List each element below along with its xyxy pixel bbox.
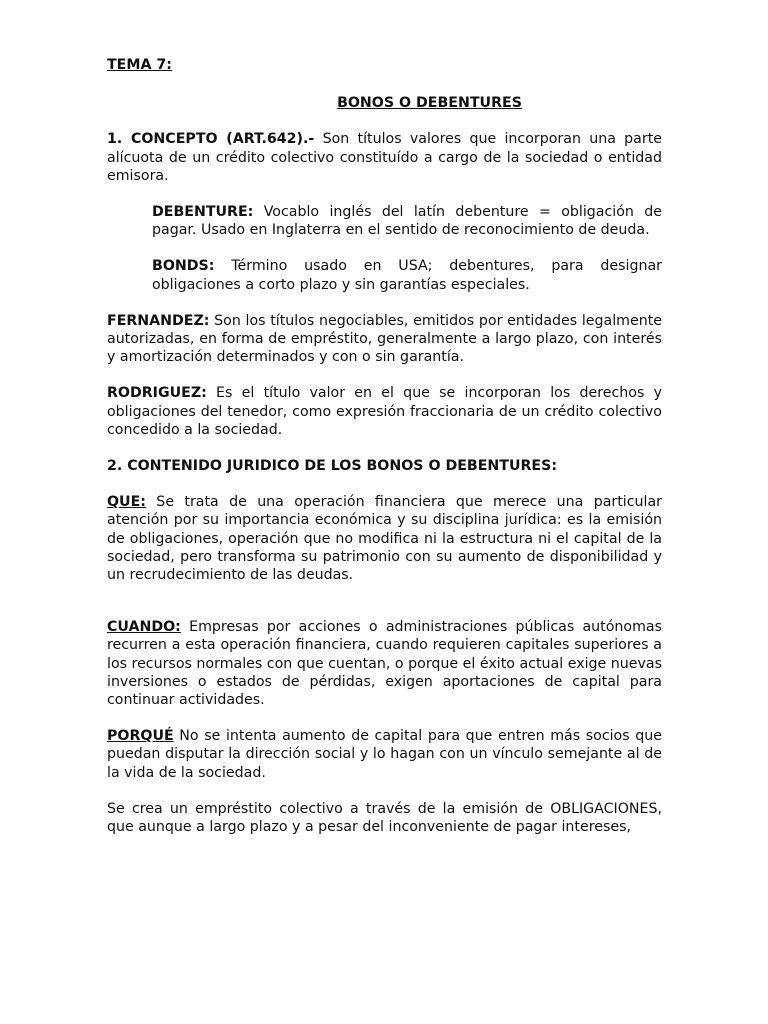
fernandez-paragraph — [107, 312, 662, 367]
que-label: QUE: — [107, 494, 146, 511]
debenture-paragraph — [152, 203, 662, 239]
porque-paragraph — [107, 727, 662, 782]
cuando-label: CUANDO: — [107, 619, 181, 636]
cuando-text: Empresas por acciones o administraciones públicas autónomas recurren a esta operación financiera, cuando requieren capitales superiores a los recursos normales con que cuentan, o porque el éxito actual exige nuevas inversiones o estados de pérdidas, exigen aportaciones de capital para continuar actividades. — [107, 619, 662, 709]
bonds-paragraph — [152, 257, 662, 293]
concepto-paragraph — [107, 130, 662, 185]
que-paragraph — [107, 493, 662, 584]
bonds-text: Término usado en USA; debentures, para designar obligaciones a corto plazo y sin garantías especiales. — [152, 258, 662, 293]
debenture-label: DEBENTURE: — [152, 204, 254, 221]
rodriguez-paragraph — [107, 384, 662, 439]
final-paragraph: Se crea un empréstito colectivo a través de la emisión de OBLIGACIONES, que aunque a largo plazo y a pesar del inconveniente de pagar intereses, — [107, 800, 662, 836]
fernandez-text: Son los títulos negociables, emitidos por entidades legalmente autorizadas, en forma de empréstito, generalmente a largo plazo, con interés y amortización determinados y con o sin garantía. — [107, 312, 662, 366]
fernandez-label: FERNANDEZ: — [107, 312, 210, 329]
porque-text: No se intenta aumento de capital para que entren más socios que puedan disputar la dirección social y lo hagan con un vínculo semejante al de la vida de la sociedad. — [107, 728, 662, 781]
concepto-text: Son títulos valores que incorporan una parte alícuota de un crédito colectivo constituído a cargo de la sociedad o entidad emisora. — [107, 131, 662, 184]
tema-heading: TEMA 7: — [107, 57, 172, 73]
porque-label: PORQUÉ — [107, 728, 174, 745]
rodriguez-text: Es el título valor en el que se incorporan los derechos y obligaciones del tenedor, como expresión fraccionaria de un crédito colectivo concedido a la sociedad. — [107, 385, 662, 438]
rodriguez-label: RODRIGUEZ: — [107, 385, 207, 402]
contenido-heading: 2. CONTENIDO JURIDICO DE LOS BONOS O DEBENTURES: — [107, 458, 557, 475]
concepto-label: 1. CONCEPTO (ART.642).- — [107, 131, 315, 148]
que-text: Se trata de una operación financiera que merece una particular atención por su importancia económica y su disciplina jurídica: es la emisión de obligaciones, operación que no modifica ni la estructura ni el capital de la sociedad, pero transforma su patrimonio con su aumento de disponibilidad y un recrudecimiento de las deudas. — [107, 494, 662, 584]
debenture-text: Vocablo inglés del latín debenture = obligación de pagar. Usado en Inglaterra en el sentido de reconocimiento de deuda. — [152, 204, 662, 239]
document-page — [107, 56, 662, 836]
document-title: BONOS O DEBENTURES — [337, 95, 522, 112]
bonds-label: BONDS: — [152, 258, 215, 275]
cuando-paragraph — [107, 618, 662, 709]
